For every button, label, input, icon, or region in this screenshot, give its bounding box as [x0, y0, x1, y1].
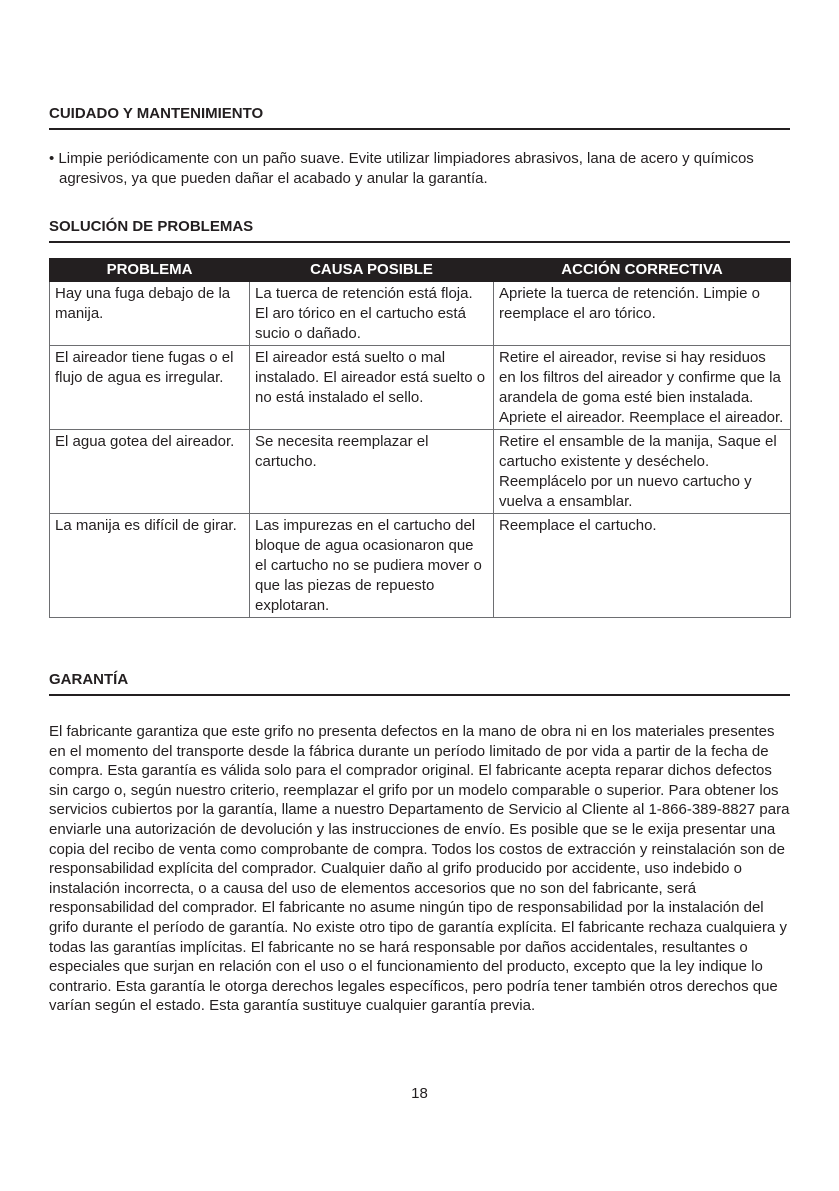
- action-cell: Reemplace el cartucho.: [494, 514, 791, 618]
- care-bullet-list: [49, 149, 790, 189]
- table-row: [50, 430, 791, 514]
- problem-cell: El agua gotea del aireador.: [50, 430, 250, 514]
- warranty-paragraph: El fabricante garantiza que este grifo no presenta defectos en la mano de obra ni en los materiales presentes en el momento del transporte desde la fábrica durante un período limitado de por vida a partir de la fecha de compra. Esta garantía es válida solo para el comprador original. El fabricante acepta reparar dichos defectos sin cargo o, según nuestro criterio, reemplazar el grifo por un modelo comparable o superior. Para obtener los servicios cubiertos por la garantía, llame a nuestro Departamento de Servicio al Cliente al 1-866-389-8827 para enviarle una autorización de devolución y las instrucciones de envío. Es posible que se le exija presentar una copia del recibo de venta como comprobante de compra. Todos los costos de extracción y reinstalación son de responsabilidad explícita del comprador. Cualquier daño al grifo producido por accidente, uso indebido o instalación incorrecta, o a causa del uso de elementos accesorios que no son del fabricante, será responsabilidad del comprador. El fabricante no asume ningún tipo de responsabilidad por la instalación del grifo durante el período de garantía. No existe otro tipo de garantía explícita. El fabricante rechaza cualquiera y todas las garantías implícitas. El fabricante no se hará responsable por daños accidentales, resultantes o especiales que surjan en relación con el uso o el funcionamiento del producto, excepto que la ley indique lo contrario. Esta garantía le otorga derechos legales específicos, pero podría tener también otros derechos que varían según el estado. Esta garantía sustituye cualquier garantía previa.: [49, 723, 790, 1015]
- column-header-action: ACCIÓN CORRECTIVA: [494, 259, 791, 282]
- action-cell: Retire el ensamble de la manija, Saque el cartucho existente y deséchelo. Reemplácelo por un nuevo cartucho y vuelva a ensamblar.: [494, 430, 791, 514]
- cause-cell: El aireador está suelto o mal instalado. El aireador está suelto o no está instalado el sello.: [250, 346, 494, 430]
- cause-cell: Se necesita reemplazar el cartucho.: [250, 430, 494, 514]
- problem-cell: El aireador tiene fugas o el flujo de agua es irregular.: [50, 346, 250, 430]
- warranty-heading: GARANTÍA: [49, 671, 790, 696]
- cause-cell: La tuerca de retención está floja. El aro tórico en el cartucho está sucio o dañado.: [250, 282, 494, 346]
- table-row: [50, 514, 791, 618]
- table-header-row: [50, 259, 791, 282]
- page-number: 18: [411, 1085, 428, 1102]
- care-bullet-item: • Limpie periódicamente con un paño suave. Evite utilizar limpiadores abrasivos, lana de acero y químicos agresivos, ya que pueden dañar el acabado y anular la garantía.: [49, 149, 790, 189]
- troubleshooting-table: [49, 258, 791, 618]
- column-header-cause: CAUSA POSIBLE: [250, 259, 494, 282]
- table-row: [50, 346, 791, 430]
- action-cell: Retire el aireador, revise si hay residuos en los filtros del aireador y confirme que la arandela de goma esté bien instalada. Apriete el aireador. Reemplace el aireador.: [494, 346, 791, 430]
- problem-cell: La manija es difícil de girar.: [50, 514, 250, 618]
- column-header-problem: PROBLEMA: [50, 259, 250, 282]
- cause-cell: Las impurezas en el cartucho del bloque de agua ocasionaron que el cartucho no se pudiera mover o que las piezas de repuesto explotaran.: [250, 514, 494, 618]
- troubleshooting-heading: SOLUCIÓN DE PROBLEMAS: [49, 218, 790, 243]
- action-cell: Apriete la tuerca de retención. Limpie o reemplace el aro tórico.: [494, 282, 791, 346]
- table-row: [50, 282, 791, 346]
- problem-cell: Hay una fuga debajo de la manija.: [50, 282, 250, 346]
- care-maintenance-heading: CUIDADO Y MANTENIMIENTO: [49, 105, 790, 130]
